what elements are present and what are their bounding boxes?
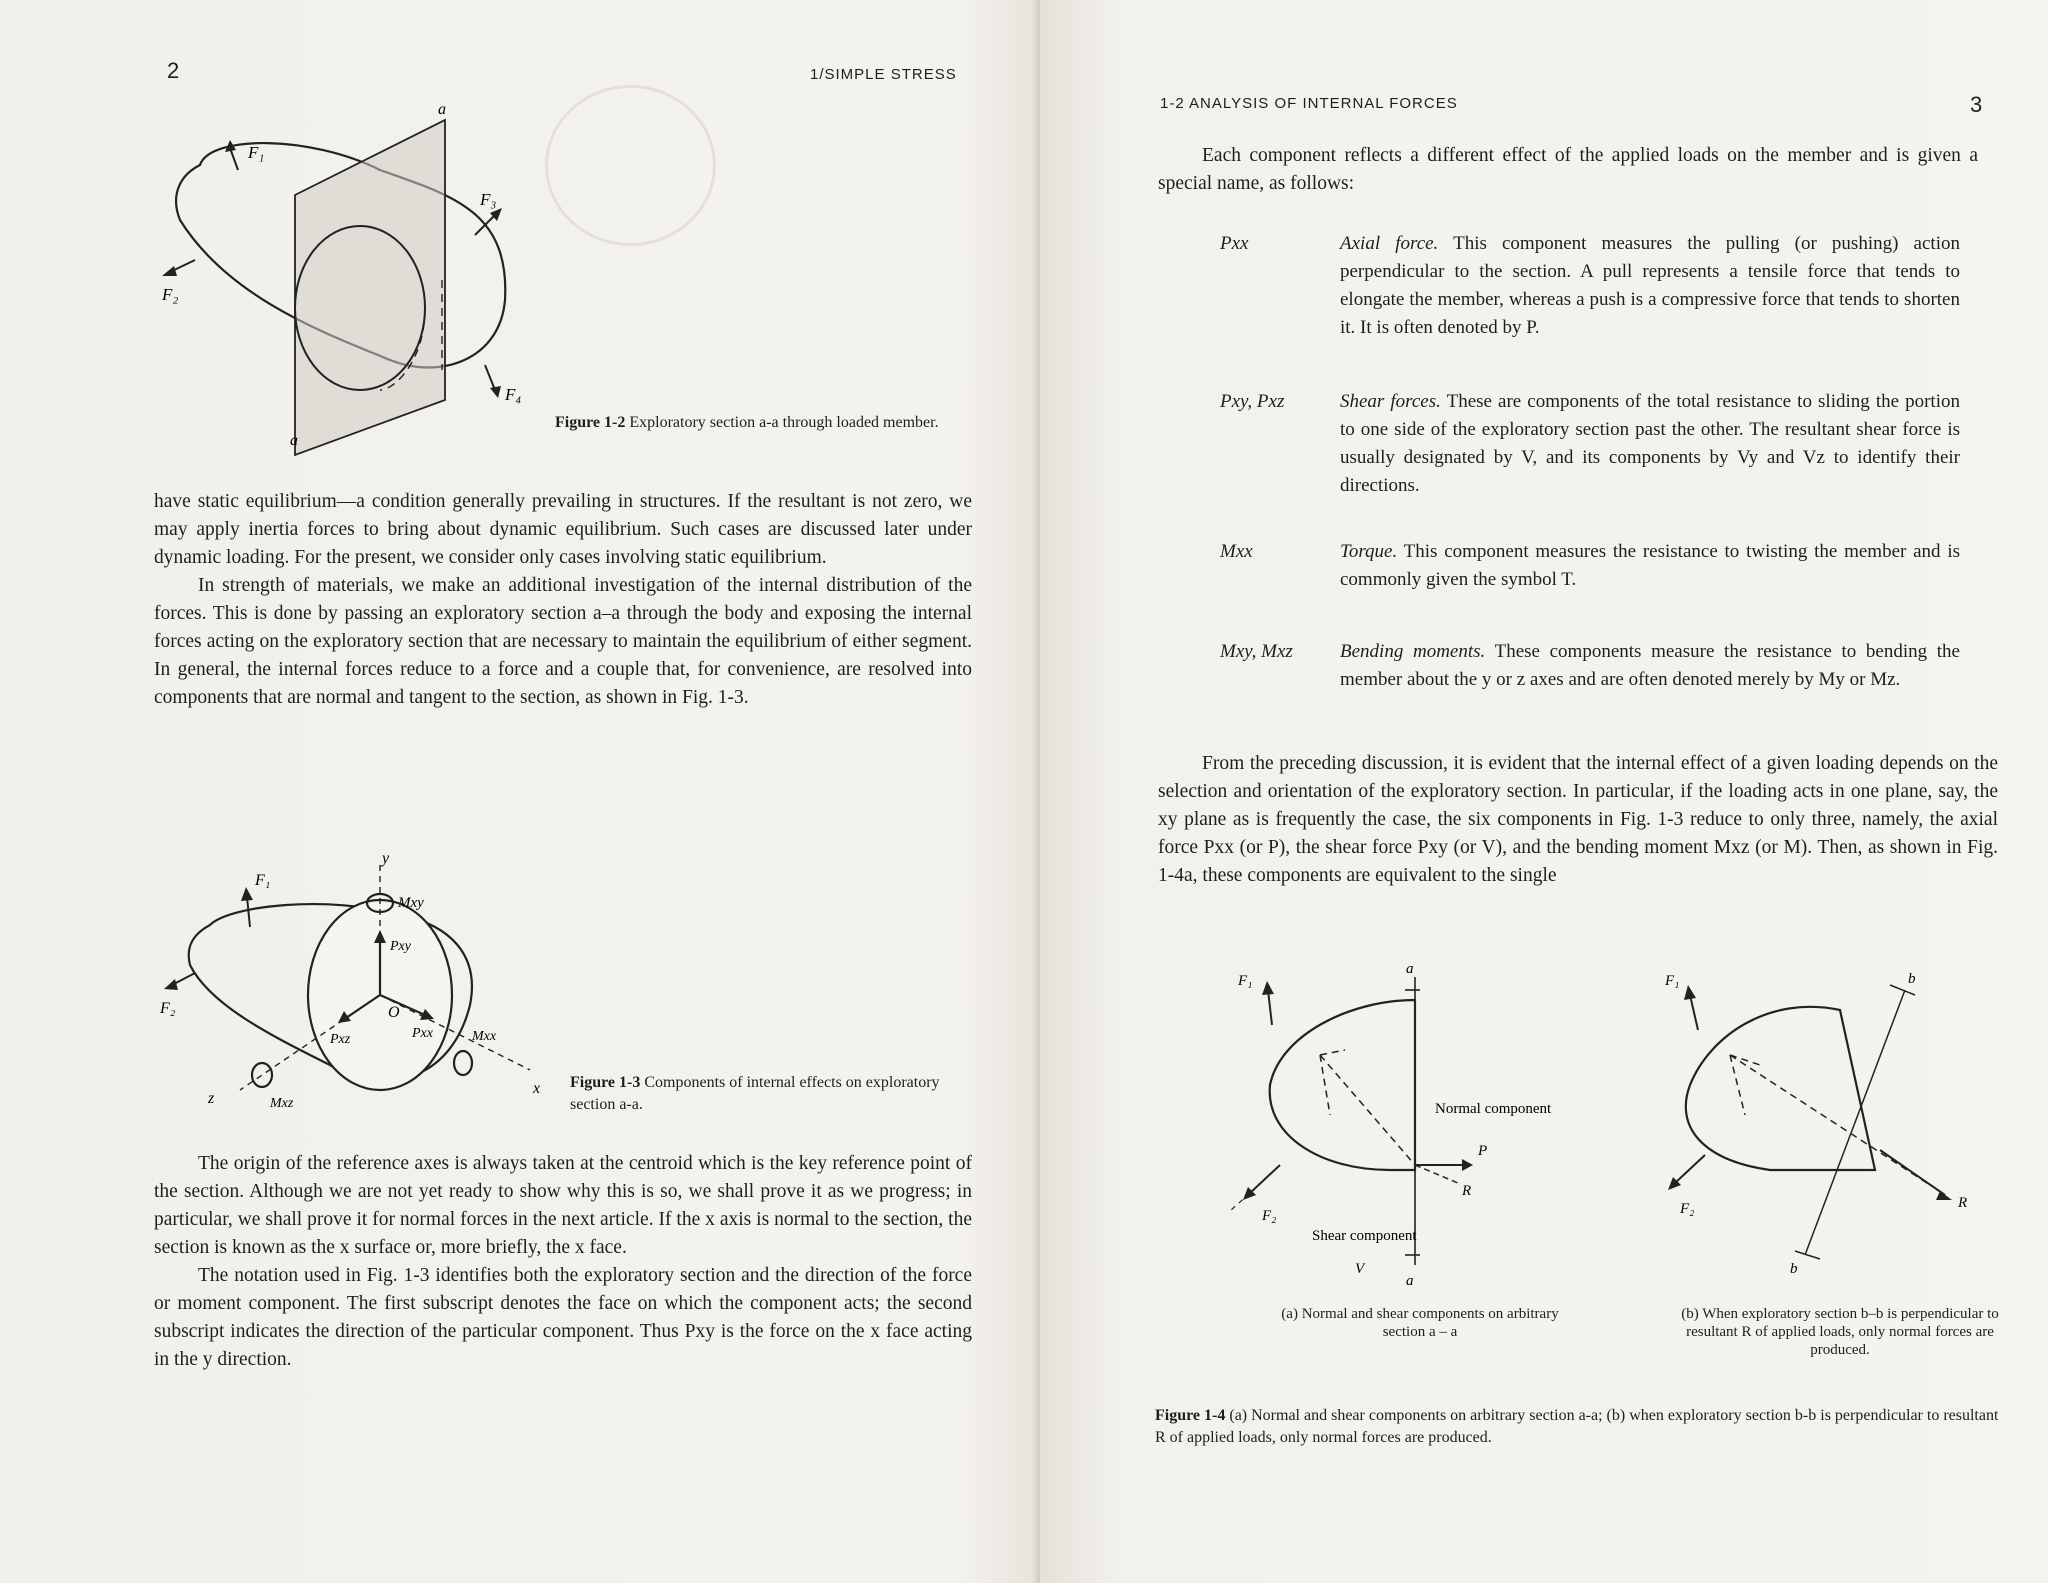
definition-text: This component measures the pulling (or pushing) action perpendicular to the section. A pull represents a tensile force that tends to elongate the member, whereas a push is a compressive force that tends to shorten it. It is often denoted by P.	[1340, 233, 1960, 338]
definition-bending-moments	[1220, 638, 1980, 728]
fig14a-p-label: P	[1478, 1143, 1488, 1159]
fig14a-f2-label: F₂	[1262, 1208, 1277, 1224]
right-text-block	[1158, 750, 1998, 890]
definition-body	[1340, 230, 1960, 342]
definition-symbol: Pxx	[1220, 233, 1249, 254]
fig13-f1-label: F₁	[255, 872, 271, 889]
definition-body	[1340, 638, 1960, 694]
figure-1-3-caption-text: Components of internal effects on exploratory section a-a.	[570, 1074, 940, 1113]
fig14a-a-bottom-label: a	[1406, 1273, 1414, 1289]
fig12-f4-label: F₄	[505, 385, 522, 404]
fig13-mxx-label: Mxx	[472, 1029, 497, 1044]
library-stamp	[545, 85, 716, 246]
left-running-head: 1/SIMPLE STRESS	[810, 66, 957, 83]
definition-body	[1340, 388, 1960, 500]
fig13-pxz-label: Pxz	[330, 1032, 351, 1047]
definition-axial-force	[1220, 230, 1980, 370]
left-text-block-1	[154, 488, 972, 712]
right-page-number: 3	[1970, 92, 1983, 117]
definition-text: These are components of the total resistance to sliding the portion to one side of the exploratory section past the other. The resultant shear force is usually designated by V, and its components by Vy and Vz to identify their directions.	[1340, 391, 1960, 496]
fig13-z-label: z	[208, 1090, 215, 1107]
fig13-f2-label: F₂	[160, 1000, 176, 1017]
fig13-pxx-label: Pxx	[412, 1026, 433, 1041]
figure-1-4b-diagram	[1640, 955, 2000, 1285]
definition-term: Shear forces.	[1340, 391, 1441, 412]
fig14a-r-label: R	[1462, 1183, 1472, 1199]
right-intro-block	[1158, 142, 1978, 198]
right-page	[1040, 0, 2048, 1583]
fig14b-b-top-label: b	[1908, 971, 1916, 987]
fig14b-r-label: R	[1958, 1195, 1968, 1211]
figure-1-4b-sublabel: (b) When exploratory section b–b is perpendicular to resultant R of applied loads, only normal forces are produced.	[1681, 1306, 1999, 1358]
definition-text: This component measures the resistance to twisting the member and is commonly given the symbol T.	[1340, 541, 1960, 590]
fig12-f3-label: F₃	[480, 190, 497, 209]
fig12-a-bottom-label: a	[290, 432, 298, 449]
fig14b-f1-label: F₁	[1665, 973, 1680, 989]
definition-body	[1340, 538, 1960, 594]
fig13-mxz-label: Mxz	[270, 1096, 294, 1111]
fig13-mxy-label: Mxy	[398, 895, 424, 911]
definition-shear-forces	[1220, 388, 1980, 528]
definition-term: Torque.	[1340, 541, 1398, 562]
fig14b-f2-label: F₂	[1680, 1201, 1695, 1217]
left-paragraph-4: The notation used in Fig. 1-3 identifies both the exploratory section and the direction of the force or moment component. The first subscript denotes the face on which the component acts; the second subscript indicates the direction of the particular component. Thus Pxy is the force on the x face acting in the y direction.	[154, 1265, 972, 1370]
figure-1-4a-sublabel: (a) Normal and shear components on arbitrary section a – a	[1281, 1306, 1559, 1340]
definition-symbol: Mxy, Mxz	[1220, 641, 1293, 662]
left-paragraph-1: have static equilibrium—a condition generally prevailing in structures. If the resultant is not zero, we may apply inertia forces to bring about dynamic equilibrium. Such cases are discussed later under dynamic loading. For the present, we consider only cases involving static equilibrium.	[154, 491, 972, 568]
fig13-pxy-label: Pxy	[390, 939, 411, 954]
fig12-a-top-label: a	[438, 101, 446, 118]
figure-1-3-caption	[570, 1072, 950, 1116]
definition-term: Bending moments.	[1340, 641, 1486, 662]
right-paragraph-1: From the preceding discussion, it is evident that the internal effect of a given loading depends on the selection and orientation of the exploratory section. In particular, if the loading acts in one plane, say, the xy plane as is frequently the case, the six components in Fig. 1-3 reduce to only three, namely, the axial force Pxx (or P), the shear force Pxy (or V), and the bending moment Mxz (or M). Then, as shown in Fig. 1-4a, these components are equivalent to the single	[1158, 753, 1998, 886]
definition-symbol: Pxy, Pxz	[1220, 391, 1285, 412]
left-text-block-2	[154, 1150, 972, 1374]
figure-1-2-caption-label: Figure 1-2	[555, 414, 626, 431]
fig13-origin-label: O	[388, 1004, 400, 1021]
figure-1-3-caption-label: Figure 1-3	[570, 1074, 641, 1091]
definition-torque	[1220, 538, 1980, 628]
fig14a-v-label: V	[1355, 1261, 1365, 1277]
left-page-number: 2	[167, 58, 180, 83]
definition-term: Axial force.	[1340, 233, 1439, 254]
figure-1-4a-diagram	[1230, 955, 1600, 1295]
figure-1-3-diagram	[150, 845, 570, 1145]
figure-1-2-diagram	[150, 100, 550, 460]
figure-1-4-caption-label: Figure 1-4	[1155, 1407, 1226, 1424]
fig12-f1-label: F₁	[248, 143, 265, 162]
definition-symbol: Mxx	[1220, 541, 1253, 562]
left-paragraph-3: The origin of the reference axes is always taken at the centroid which is the key reference point of the section. Although we are not yet ready to show why this is so, we shall prove it as we progress; in particular, we shall prove it for normal forces in the next article. If the x axis is normal to the section, the section is known as the x surface or, more briefly, the x face.	[154, 1153, 972, 1258]
fig14b-b-bottom-label: b	[1790, 1261, 1798, 1277]
figure-1-4-caption-text: (a) Normal and shear components on arbitrary section a-a; (b) when exploratory section b-b is perpendicular to resultant R of applied loads, only normal forces are produced.	[1155, 1407, 1999, 1446]
fig14a-a-top-label: a	[1406, 961, 1414, 977]
fig14a-shear-label: Shear component	[1312, 1228, 1417, 1244]
figure-1-4-caption	[1155, 1405, 2005, 1449]
definition-text: These components measure the resistance to bending the member about the y or z axes and are often denoted merely by My or Mz.	[1340, 641, 1960, 690]
right-running-head: 1-2 ANALYSIS OF INTERNAL FORCES	[1160, 95, 1458, 112]
fig14a-normal-label: Normal component	[1435, 1101, 1552, 1117]
fig12-f2-label: F₂	[162, 285, 179, 304]
right-intro-paragraph: Each component reflects a different effect of the applied loads on the member and is given a special name, as follows:	[1158, 145, 1978, 194]
figure-1-2-caption	[555, 412, 945, 434]
fig13-x-label: x	[533, 1080, 541, 1097]
left-paragraph-2: In strength of materials, we make an additional investigation of the internal distribution of the forces. This is done by passing an exploratory section a–a through the body and exposing the internal forces acting on the exploratory section that are necessary to maintain the equilibrium of either segment. In general, the internal forces reduce to a force and a couple that, for convenience, are resolved into components that are normal and tangent to the section, as shown in Fig. 1-3.	[154, 575, 972, 708]
fig14a-f1-label: F₁	[1238, 973, 1253, 989]
fig13-y-label: y	[382, 850, 390, 867]
figure-1-2-caption-text: Exploratory section a-a through loaded member.	[629, 414, 939, 431]
